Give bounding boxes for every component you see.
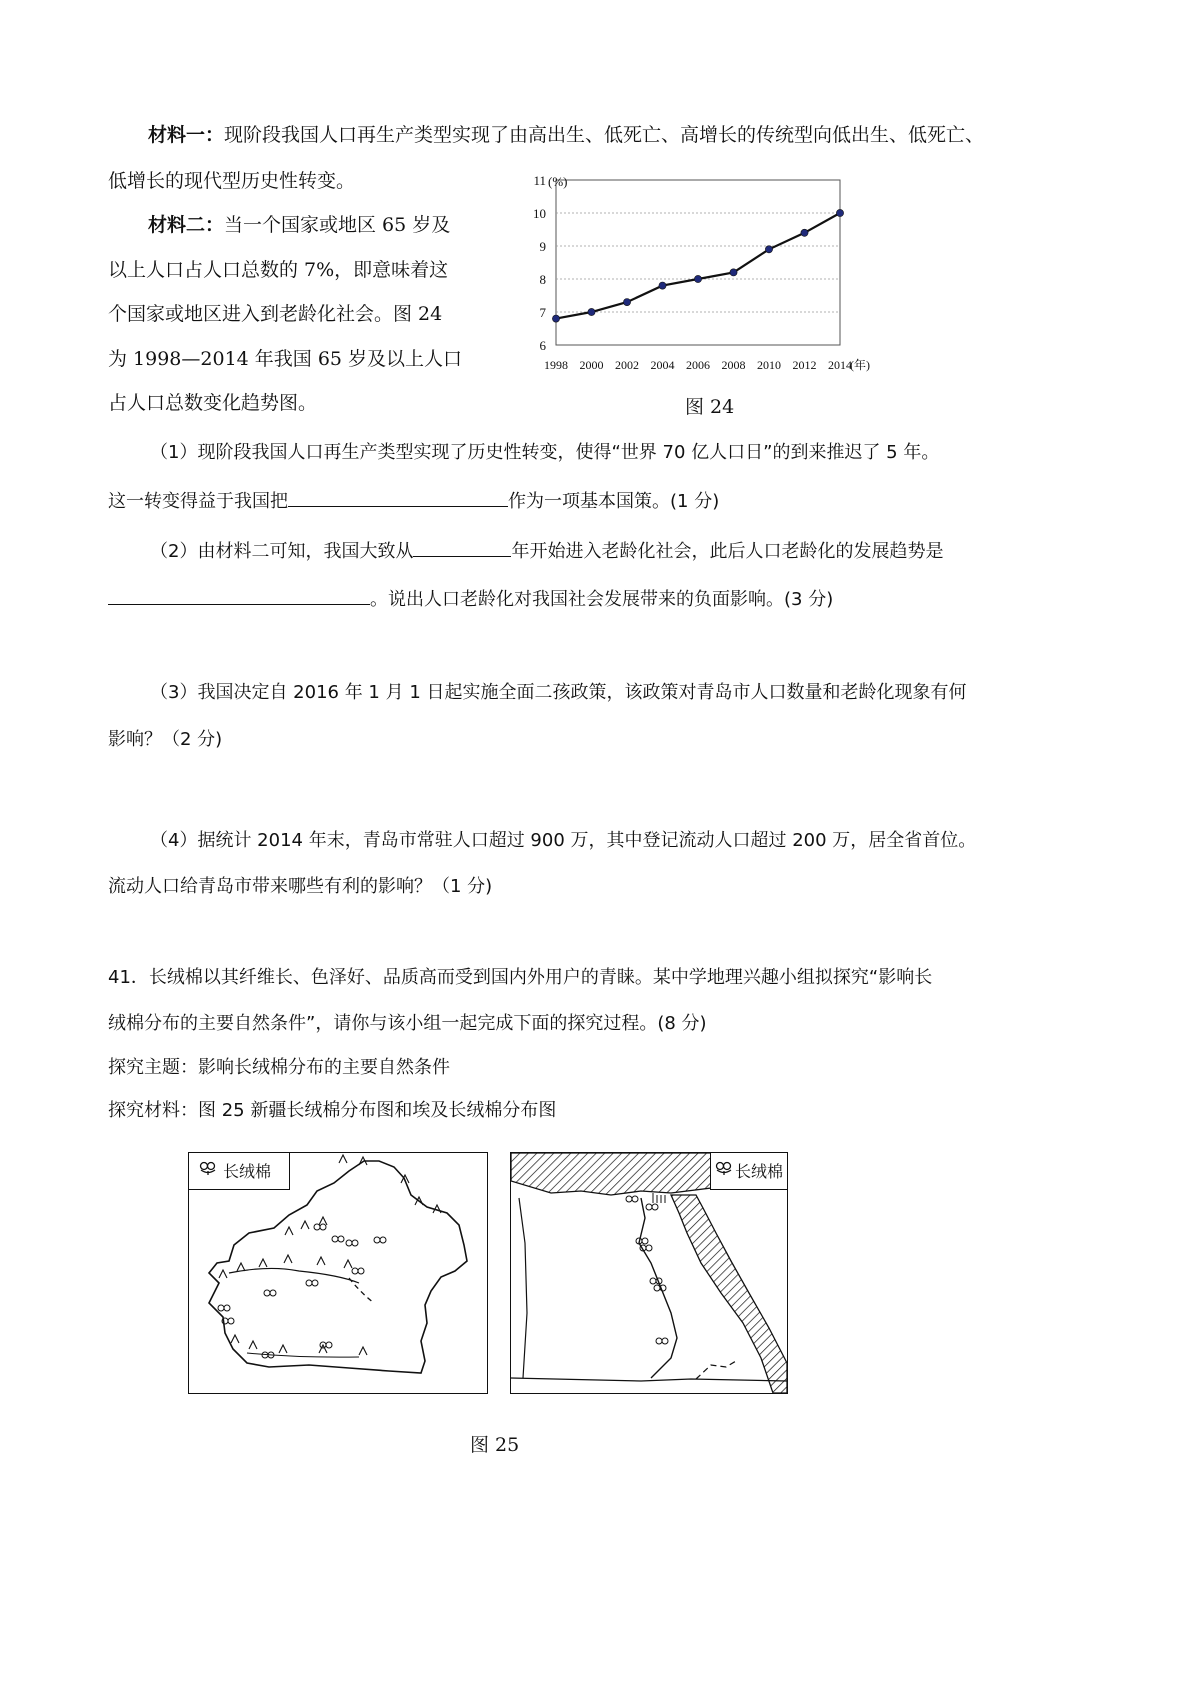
x-tick-label: 2002 bbox=[615, 358, 639, 372]
q2-line1 bbox=[150, 536, 943, 565]
q2-line1-post: 年开始进入老龄化社会，此后人口老龄化的发展趋势是 bbox=[511, 541, 944, 562]
q41-material: 探究材料：图 25 新疆长绒棉分布图和埃及长绒棉分布图 bbox=[108, 1100, 557, 1121]
q1-line1: （1）现阶段我国人口再生产类型实现了历史性转变，使得“世界 70 亿人口日”的到来推迟了 5 年。 bbox=[150, 442, 940, 463]
data-point bbox=[836, 209, 843, 216]
y-axis-label: (%) bbox=[548, 174, 568, 189]
egypt-cotton-map bbox=[510, 1152, 788, 1394]
q1-answer-blank[interactable] bbox=[288, 486, 508, 507]
legend-right-label: 长绒棉 bbox=[735, 1162, 784, 1181]
y-tick-label: 9 bbox=[539, 239, 546, 254]
y-tick-label: 6 bbox=[539, 338, 546, 353]
legend-left-label: 长绒棉 bbox=[223, 1162, 272, 1181]
y-tick-label: 11 bbox=[533, 173, 546, 188]
xinjiang-cotton-map bbox=[188, 1152, 488, 1394]
material2-label: 材料二： bbox=[148, 214, 225, 236]
q1-line2-post: 作为一项基本国策。(1 分) bbox=[508, 491, 720, 512]
figure24-caption: 图 24 bbox=[685, 396, 735, 418]
series-line bbox=[556, 213, 840, 319]
q1-line2 bbox=[108, 486, 719, 515]
data-point bbox=[552, 315, 559, 322]
q4-line1: （4）据统计 2014 年末，青岛市常驻人口超过 900 万，其中登记流动人口超过 200 万，居全省首位。 bbox=[150, 830, 977, 851]
plot-frame bbox=[556, 180, 840, 345]
data-point bbox=[730, 269, 737, 276]
material1-line1 bbox=[148, 122, 984, 148]
material2-line5: 占人口总数变化趋势图。 bbox=[108, 392, 318, 414]
y-tick-label: 7 bbox=[539, 305, 546, 320]
q41-line1: 41．长绒棉以其纤维长、色泽好、品质高而受到国内外用户的青睐。某中学地理兴趣小组拟探究“影响长 bbox=[108, 967, 933, 988]
x-tick-label: 2014 bbox=[828, 358, 852, 372]
y-tick-label: 8 bbox=[539, 272, 546, 287]
q4-line2: 流动人口给青岛市带来哪些有利的影响？（1 分) bbox=[108, 876, 493, 897]
figure25-caption: 图 25 bbox=[470, 1434, 520, 1456]
material2-line4: 为 1998—2014 年我国 65 岁及以上人口 bbox=[108, 348, 463, 370]
cotton-markers bbox=[218, 1224, 386, 1358]
q41-topic: 探究主题：影响长绒棉分布的主要自然条件 bbox=[108, 1057, 450, 1078]
q1-line2-pre: 这一转变得益于我国把 bbox=[108, 491, 288, 512]
data-point bbox=[694, 275, 701, 282]
data-point bbox=[623, 299, 630, 306]
xinjiang-outline bbox=[189, 1153, 487, 1393]
material2-line2: 以上人口占人口总数的 7%，即意味着这 bbox=[108, 259, 449, 281]
q2-year-blank[interactable] bbox=[413, 536, 511, 557]
q2-trend-blank[interactable] bbox=[108, 584, 370, 605]
q2-line1-pre: （2）由材料二可知，我国大致从 bbox=[150, 541, 414, 562]
x-tick-label: 2012 bbox=[792, 358, 817, 372]
q3-line2: 影响？（2 分) bbox=[108, 729, 223, 750]
x-tick-label: 2000 bbox=[579, 358, 604, 372]
x-tick-label: 2006 bbox=[686, 358, 710, 372]
material2-line3: 个国家或地区进入到老龄化社会。图 24 bbox=[108, 303, 443, 325]
x-tick-label: 2010 bbox=[757, 358, 781, 372]
material1-label: 材料一： bbox=[148, 124, 225, 146]
data-point bbox=[801, 229, 808, 236]
material1-text: 现阶段我国人口再生产类型实现了由高出生、低死亡、高增长的传统型向低出生、低死亡、 bbox=[224, 124, 985, 146]
material1-line2: 低增长的现代型历史性转变。 bbox=[108, 170, 356, 192]
y-tick-label: 10 bbox=[533, 206, 546, 221]
q2-line2-post: 。说出人口老龄化对我国社会发展带来的负面影响。(3 分) bbox=[370, 589, 834, 610]
line-chart-figure24 bbox=[520, 168, 900, 383]
data-point bbox=[659, 282, 666, 289]
x-tick-label: 2004 bbox=[650, 358, 675, 372]
x-tick-label: 2008 bbox=[721, 358, 746, 372]
q41-line2: 绒棉分布的主要自然条件”，请你与该小组一起完成下面的探究过程。(8 分) bbox=[108, 1013, 707, 1034]
legend-right bbox=[710, 1153, 787, 1190]
data-point bbox=[765, 246, 772, 253]
material2-line1 bbox=[148, 212, 450, 238]
cotton-icon bbox=[715, 1160, 733, 1180]
x-axis-label: (年) bbox=[850, 358, 870, 372]
q2-line2 bbox=[108, 584, 833, 613]
data-point bbox=[588, 308, 595, 315]
cotton-markers bbox=[626, 1196, 668, 1344]
q3-line1: （3）我国决定自 2016 年 1 月 1 日起实施全面二孩政策，该政策对青岛市人口数量和老龄化现象有何 bbox=[150, 682, 967, 703]
material2-text-0: 当一个国家或地区 65 岁及 bbox=[224, 214, 451, 236]
x-tick-label: 1998 bbox=[544, 358, 568, 372]
